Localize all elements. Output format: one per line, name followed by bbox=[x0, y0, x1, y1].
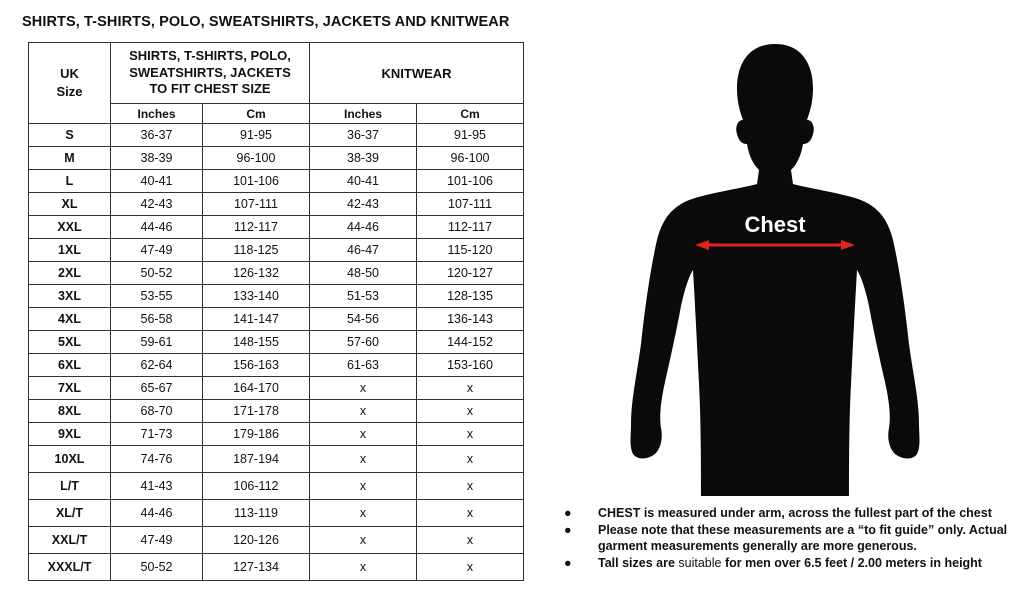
measure-cell: 101-106 bbox=[417, 170, 524, 193]
size-cell: 2XL bbox=[29, 262, 111, 285]
measure-cell: 115-120 bbox=[417, 239, 524, 262]
chest-label: Chest bbox=[744, 212, 806, 237]
note-item bbox=[562, 505, 1017, 521]
measure-cell: 112-117 bbox=[417, 216, 524, 239]
shirts-header-line: SWEATSHIRTS, JACKETS bbox=[129, 64, 291, 80]
measure-cell: 42-43 bbox=[310, 193, 417, 216]
size-cell: 4XL bbox=[29, 308, 111, 331]
size-cell: 9XL bbox=[29, 423, 111, 446]
notes-list bbox=[562, 505, 1017, 572]
measure-cell: 112-117 bbox=[203, 216, 310, 239]
measure-cell: 44-46 bbox=[111, 500, 203, 527]
measure-cell: x bbox=[310, 527, 417, 554]
size-cell: XXXL/T bbox=[29, 554, 111, 581]
measure-cell: 36-37 bbox=[111, 124, 203, 147]
measure-cell: 40-41 bbox=[111, 170, 203, 193]
measure-cell: 48-50 bbox=[310, 262, 417, 285]
measure-cell: 59-61 bbox=[111, 331, 203, 354]
measure-cell: 133-140 bbox=[203, 285, 310, 308]
size-cell: 1XL bbox=[29, 239, 111, 262]
measure-cell: 50-52 bbox=[111, 262, 203, 285]
measure-cell: x bbox=[417, 527, 524, 554]
size-cell: 6XL bbox=[29, 354, 111, 377]
size-cell: XL/T bbox=[29, 500, 111, 527]
table-row bbox=[29, 400, 524, 423]
table-row bbox=[29, 331, 524, 354]
measure-cell: 144-152 bbox=[417, 331, 524, 354]
measure-cell: x bbox=[310, 473, 417, 500]
measure-cell: x bbox=[417, 423, 524, 446]
measure-cell: 153-160 bbox=[417, 354, 524, 377]
size-cell: 3XL bbox=[29, 285, 111, 308]
measure-cell: x bbox=[310, 423, 417, 446]
measure-cell: 128-135 bbox=[417, 285, 524, 308]
size-cell: L/T bbox=[29, 473, 111, 500]
measure-cell: 107-111 bbox=[203, 193, 310, 216]
chest-figure bbox=[625, 44, 925, 496]
size-cell: XXL bbox=[29, 216, 111, 239]
uk-size-header-line: Size bbox=[56, 84, 83, 99]
measure-cell: 47-49 bbox=[111, 527, 203, 554]
measure-cell: 68-70 bbox=[111, 400, 203, 423]
table-row bbox=[29, 308, 524, 331]
note-text: Please note that these measurements are a “to fit guide” only. Actual garment measurements generally are more generous. bbox=[598, 523, 1008, 553]
measure-cell: 164-170 bbox=[203, 377, 310, 400]
measure-cell: 127-134 bbox=[203, 554, 310, 581]
table-row bbox=[29, 239, 524, 262]
measure-cell: 96-100 bbox=[203, 147, 310, 170]
measure-cell: 36-37 bbox=[310, 124, 417, 147]
measure-cell: 54-56 bbox=[310, 308, 417, 331]
measure-cell: 38-39 bbox=[310, 147, 417, 170]
measure-cell: 46-47 bbox=[310, 239, 417, 262]
measure-cell: x bbox=[417, 473, 524, 500]
knitwear-header: KNITWEAR bbox=[310, 43, 524, 104]
shirts-header-line: TO FIT CHEST SIZE bbox=[149, 81, 271, 97]
measure-cell: 179-186 bbox=[203, 423, 310, 446]
measure-cell: x bbox=[310, 446, 417, 473]
measure-cell: 91-95 bbox=[203, 124, 310, 147]
measure-cell: 71-73 bbox=[111, 423, 203, 446]
measure-cell: 107-111 bbox=[417, 193, 524, 216]
measure-cell: x bbox=[310, 554, 417, 581]
size-cell: 5XL bbox=[29, 331, 111, 354]
measure-cell: 44-46 bbox=[111, 216, 203, 239]
measure-cell: 148-155 bbox=[203, 331, 310, 354]
measure-cell: 42-43 bbox=[111, 193, 203, 216]
size-cell: S bbox=[29, 124, 111, 147]
measure-cell: 44-46 bbox=[310, 216, 417, 239]
table-row bbox=[29, 124, 524, 147]
bullet-icon: ● bbox=[564, 556, 572, 570]
measure-cell: 53-55 bbox=[111, 285, 203, 308]
measure-cell: x bbox=[417, 446, 524, 473]
person-silhouette bbox=[631, 44, 920, 496]
measure-cell: 62-64 bbox=[111, 354, 203, 377]
size-cell: L bbox=[29, 170, 111, 193]
uk-size-header-line: UK bbox=[60, 66, 79, 82]
size-chart-table bbox=[28, 42, 524, 581]
note-item bbox=[562, 522, 1017, 554]
measure-cell: 65-67 bbox=[111, 377, 203, 400]
size-cell: 7XL bbox=[29, 377, 111, 400]
note-text: CHEST is measured under arm, across the fullest part of the chest bbox=[598, 506, 992, 520]
measure-cell: 56-58 bbox=[111, 308, 203, 331]
measure-cell: 120-127 bbox=[417, 262, 524, 285]
table-row bbox=[29, 170, 524, 193]
size-cell: XXL/T bbox=[29, 527, 111, 554]
unit-header: Inches bbox=[111, 104, 203, 124]
table-row bbox=[29, 354, 524, 377]
measure-cell: 38-39 bbox=[111, 147, 203, 170]
note-text: for men over 6.5 feet / 2.00 meters in height bbox=[721, 556, 982, 570]
measure-cell: x bbox=[417, 377, 524, 400]
table-row bbox=[29, 554, 524, 581]
table-row bbox=[29, 500, 524, 527]
table-row bbox=[29, 377, 524, 400]
size-cell: XL bbox=[29, 193, 111, 216]
measure-cell: x bbox=[310, 500, 417, 527]
note-text: Tall sizes are bbox=[598, 556, 679, 570]
page-title: SHIRTS, T-SHIRTS, POLO, SWEATSHIRTS, JACKETS AND KNITWEAR bbox=[22, 14, 510, 30]
table-row bbox=[29, 527, 524, 554]
measure-cell: 41-43 bbox=[111, 473, 203, 500]
table-row bbox=[29, 285, 524, 308]
measure-cell: x bbox=[417, 400, 524, 423]
measure-cell: 120-126 bbox=[203, 527, 310, 554]
measure-cell: 51-53 bbox=[310, 285, 417, 308]
measure-cell: x bbox=[310, 400, 417, 423]
measure-cell: 136-143 bbox=[417, 308, 524, 331]
measure-cell: 61-63 bbox=[310, 354, 417, 377]
measure-cell: 141-147 bbox=[203, 308, 310, 331]
table-row bbox=[29, 423, 524, 446]
table-row bbox=[29, 147, 524, 170]
shirts-header bbox=[111, 43, 310, 104]
bullet-icon: ● bbox=[564, 506, 572, 520]
table-row bbox=[29, 262, 524, 285]
shirts-header-line: SHIRTS, T-SHIRTS, POLO, bbox=[129, 47, 291, 63]
unit-header: Cm bbox=[417, 104, 524, 124]
measure-cell: x bbox=[310, 377, 417, 400]
size-cell: 10XL bbox=[29, 446, 111, 473]
unit-header: Inches bbox=[310, 104, 417, 124]
note-item bbox=[562, 555, 1017, 571]
measure-cell: 101-106 bbox=[203, 170, 310, 193]
measure-cell: 47-49 bbox=[111, 239, 203, 262]
bullet-icon: ● bbox=[564, 523, 572, 537]
measure-cell: 156-163 bbox=[203, 354, 310, 377]
measure-cell: 187-194 bbox=[203, 446, 310, 473]
size-cell: M bbox=[29, 147, 111, 170]
measure-cell: 126-132 bbox=[203, 262, 310, 285]
table-row bbox=[29, 473, 524, 500]
measure-cell: 50-52 bbox=[111, 554, 203, 581]
size-cell: 8XL bbox=[29, 400, 111, 423]
measure-cell: 57-60 bbox=[310, 331, 417, 354]
measure-cell: 91-95 bbox=[417, 124, 524, 147]
size-rows bbox=[29, 124, 524, 581]
measure-cell: x bbox=[417, 500, 524, 527]
measure-cell: 118-125 bbox=[203, 239, 310, 262]
note-text-light: suitable bbox=[678, 556, 722, 570]
silhouette-image bbox=[625, 44, 925, 496]
measure-cell: 113-119 bbox=[203, 500, 310, 527]
unit-header: Cm bbox=[203, 104, 310, 124]
measure-cell: x bbox=[417, 554, 524, 581]
measure-cell: 171-178 bbox=[203, 400, 310, 423]
silhouette-shape bbox=[631, 44, 920, 496]
uk-size-header bbox=[29, 43, 111, 124]
table-row bbox=[29, 216, 524, 239]
table-row bbox=[29, 446, 524, 473]
measure-cell: 96-100 bbox=[417, 147, 524, 170]
measure-cell: 40-41 bbox=[310, 170, 417, 193]
measure-cell: 74-76 bbox=[111, 446, 203, 473]
measure-cell: 106-112 bbox=[203, 473, 310, 500]
table-row bbox=[29, 193, 524, 216]
